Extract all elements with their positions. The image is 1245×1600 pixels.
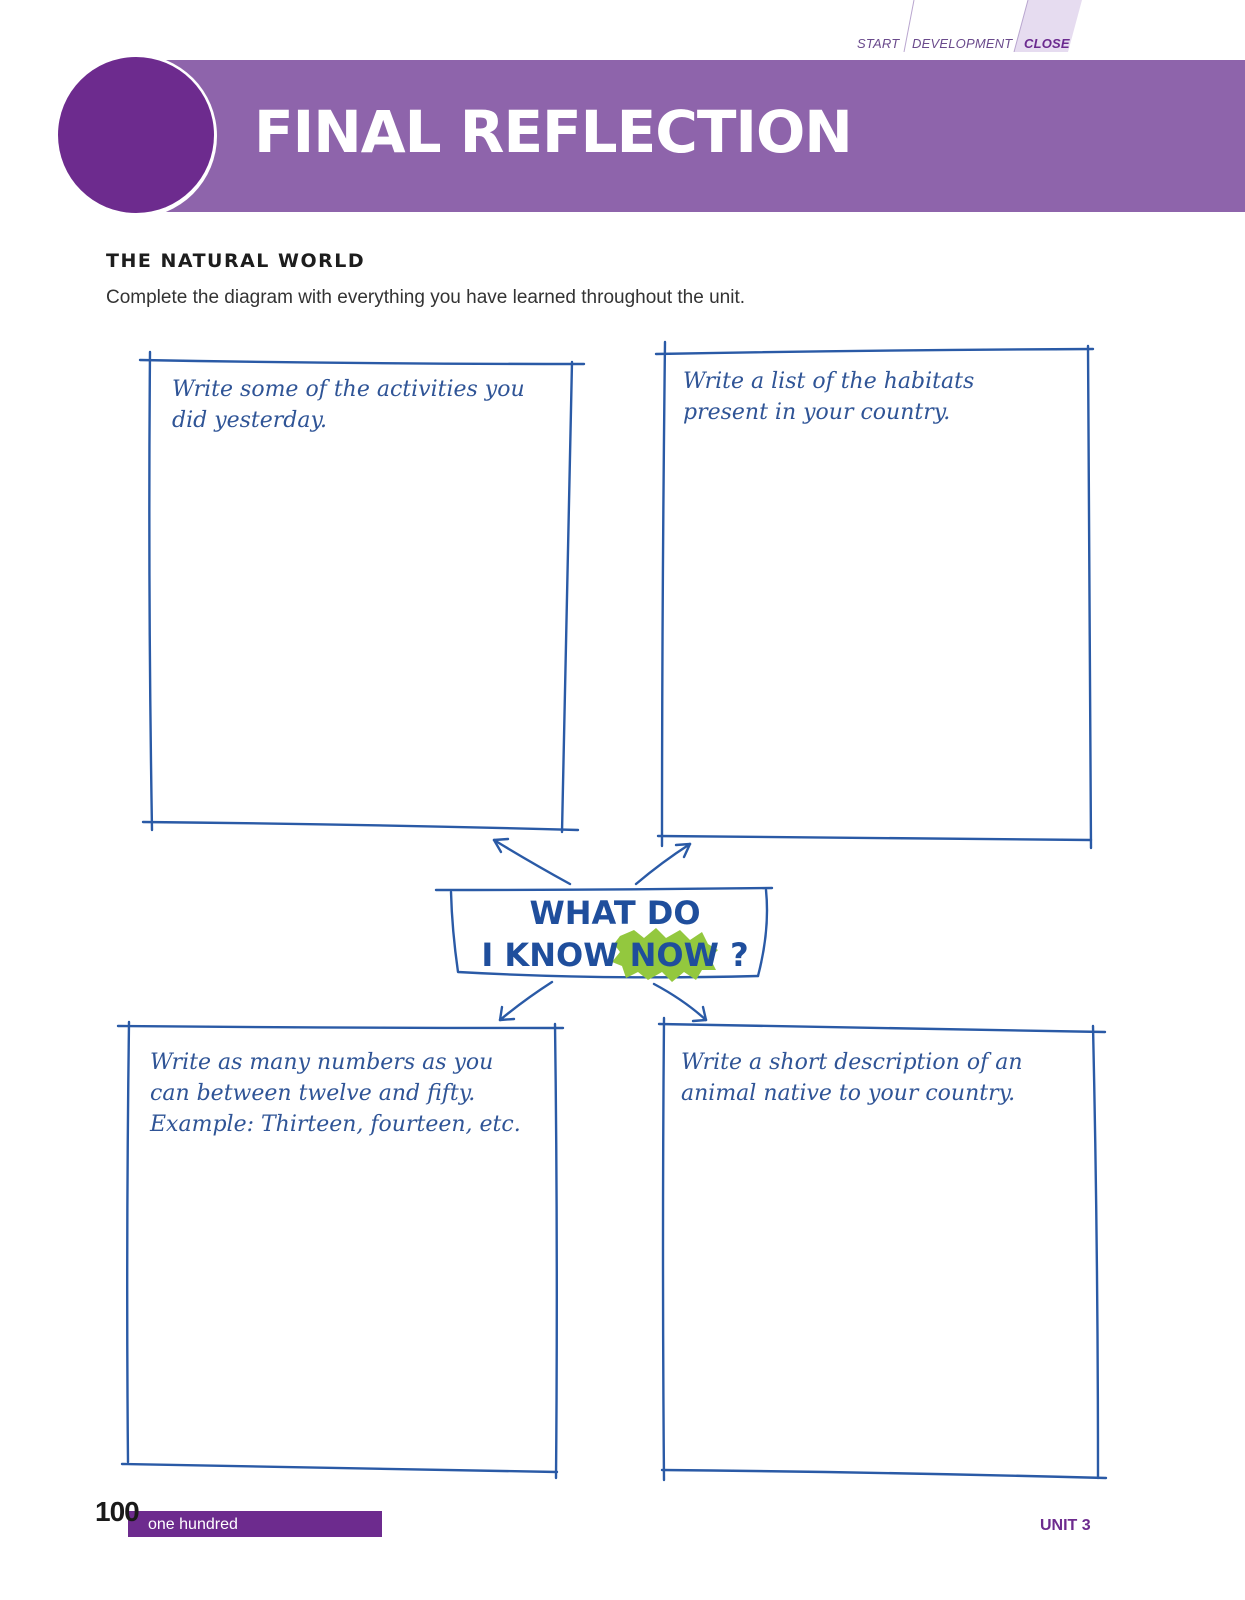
- unit-label: UNIT 3: [1040, 1517, 1091, 1534]
- prompt-line: Write some of the activities you: [172, 377, 525, 402]
- page-number-words: one hundred: [148, 1516, 238, 1533]
- arrow-to-top-right: [636, 844, 690, 884]
- center-question: [460, 892, 770, 976]
- prompt-line: Write as many numbers as you: [150, 1050, 494, 1075]
- box-bottom-left-prompt: [150, 1047, 521, 1140]
- nav-development[interactable]: DEVELOPMENT: [912, 36, 1013, 51]
- section-title: THE NATURAL WORLD: [106, 250, 366, 272]
- box-top-left-prompt: [172, 374, 525, 436]
- nav-close[interactable]: CLOSE: [1024, 36, 1070, 51]
- prompt-line: did yesterday.: [172, 408, 328, 433]
- center-line-1: WHAT DO: [529, 894, 701, 932]
- instructions: Complete the diagram with everything you have learned throughout the unit.: [106, 287, 746, 308]
- arrow-to-bottom-left: [500, 982, 552, 1020]
- prompt-line: Write a list of the habitats: [683, 369, 975, 394]
- page-number: 100: [95, 1496, 139, 1527]
- prompt-line: Example: Thirteen, fourteen, etc.: [150, 1112, 521, 1137]
- nav-start[interactable]: START: [857, 36, 900, 51]
- prompt-line: animal native to your country.: [681, 1081, 1016, 1106]
- prompt-line: present in your country.: [683, 400, 951, 425]
- prompt-line: Write a short description of an: [681, 1050, 1023, 1075]
- prompt-line: can between twelve and fifty.: [150, 1081, 476, 1106]
- box-bottom-right-prompt: [681, 1047, 1023, 1109]
- arrow-to-bottom-right: [654, 984, 706, 1021]
- center-question-mark: ?: [730, 936, 749, 974]
- center-line-2: [460, 934, 770, 976]
- center-line-2-prefix: I KNOW: [481, 936, 619, 974]
- center-highlight-word: NOW: [629, 936, 719, 974]
- arrow-to-top-left: [494, 839, 570, 884]
- box-top-right-prompt: [683, 366, 974, 428]
- page-title: FINAL REFLECTION: [254, 98, 852, 166]
